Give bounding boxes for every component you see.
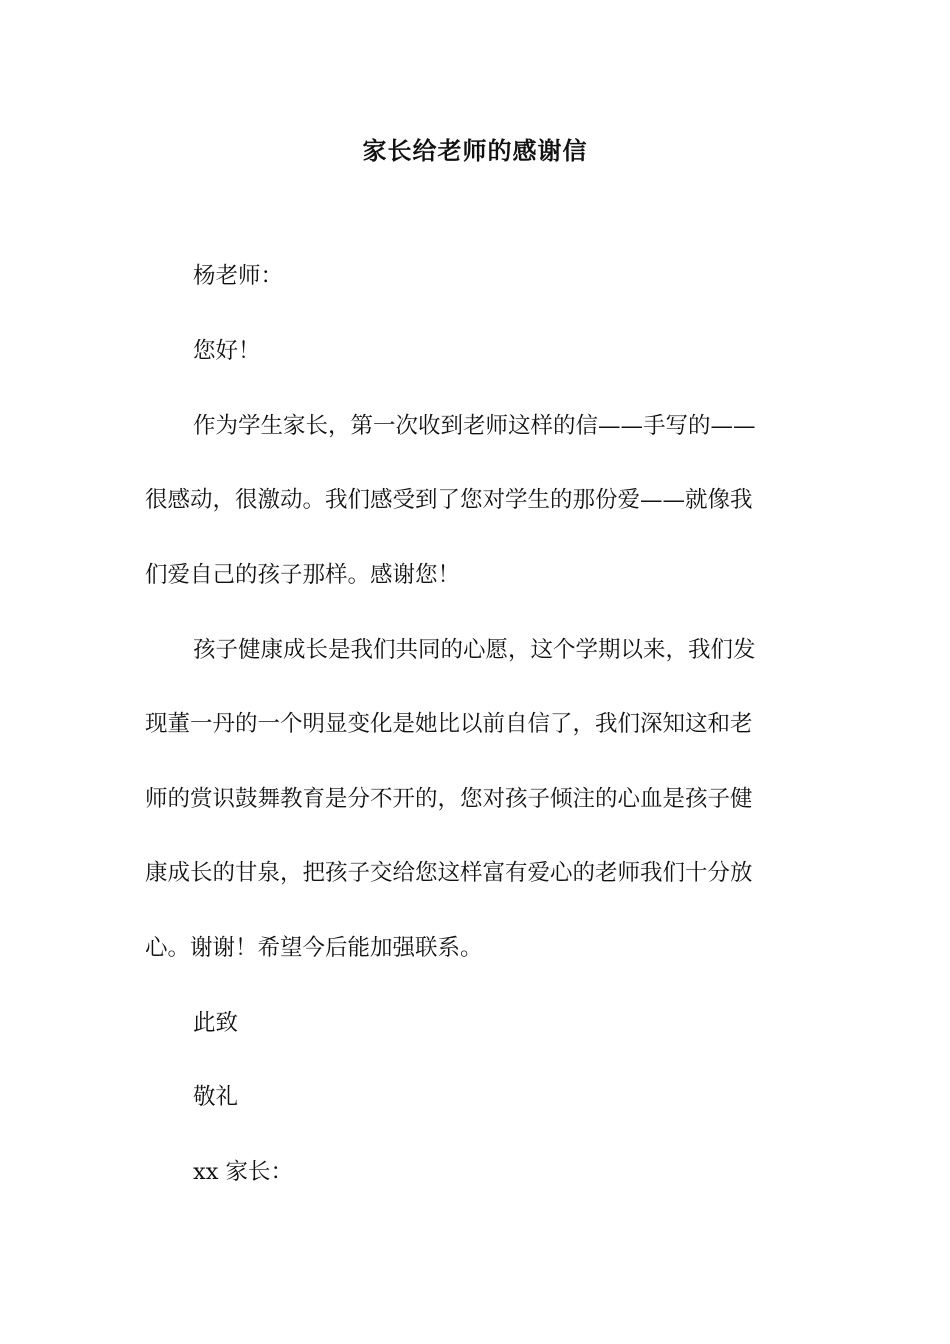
signature: xx 家长： [193,1159,294,1185]
greeting: 您好！ [193,338,261,364]
paragraph1-line3: 们爱自己的孩子那样。感谢您！ [145,562,461,588]
paragraph1-line2: 很感动，很激动。我们感受到了您对学生的那份爱——就像我 [145,487,753,513]
paragraph2-line4: 康成长的甘泉，把孩子交给您这样富有爱心的老师我们十分放 [145,860,753,886]
paragraph2-line3: 师的赏识鼓舞教育是分不开的，您对孩子倾注的心血是孩子健 [145,786,753,812]
closing-line2: 敬礼 [193,1084,239,1110]
paragraph2-line1: 孩子健康成长是我们共同的心愿，这个学期以来，我们发 [193,637,756,663]
paragraph2-line2: 现董一丹的一个明显变化是她比以前自信了，我们深知这和老 [145,711,753,737]
salutation: 杨老师： [193,263,284,289]
paragraph1-line1: 作为学生家长，第一次收到老师这样的信——手写的—— [193,413,756,439]
closing-line1: 此致 [193,1010,239,1036]
page-title: 家长给老师的感谢信 [362,136,588,165]
paragraph2-line5: 心。谢谢！希望今后能加强联系。 [145,935,483,961]
